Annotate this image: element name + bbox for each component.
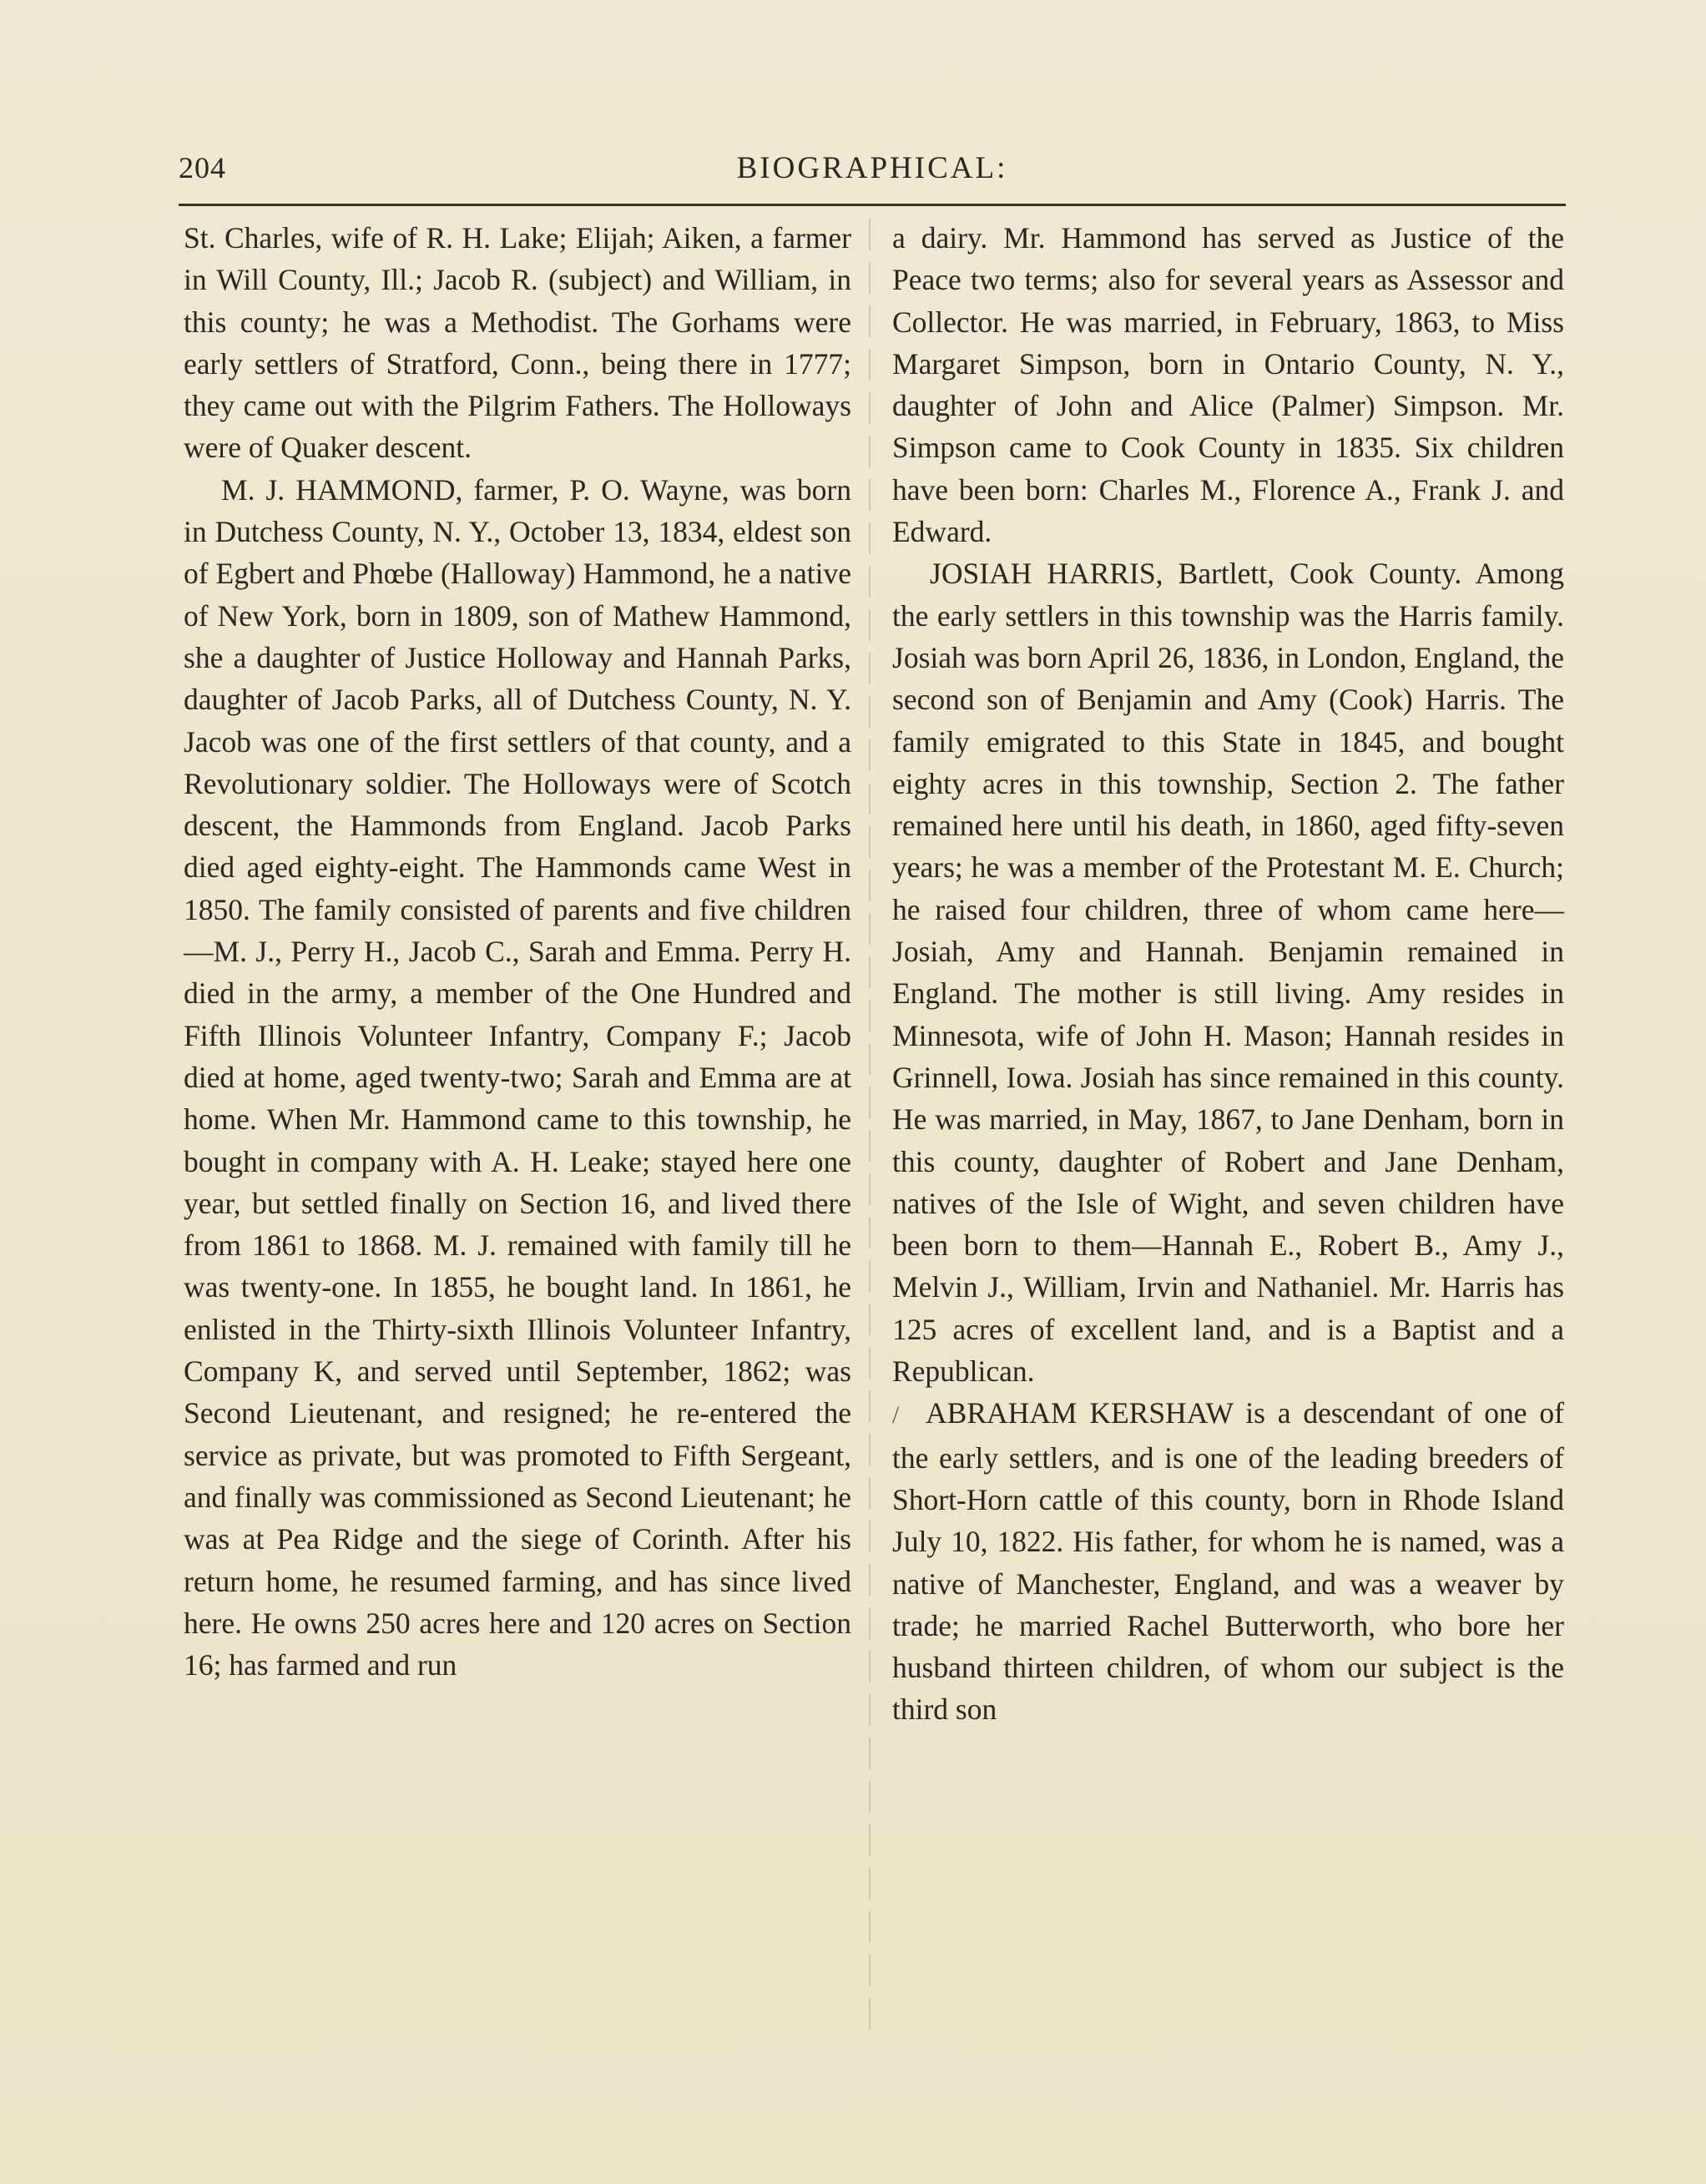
- paragraph-kershaw-text: ABRAHAM KERSHAW is a descendant of one of the early settlers, and is one of the leading breeders of Short-Horn cattle of this county, born in Rhode Island July 10, 1822. His father, for whom he is named, was a native of Manchester, England, and was a weaver by trade; he married Rachel Butterworth, who bore her husband thirteen children, of whom our subject is the third son: [892, 1396, 1564, 1727]
- paragraph-continued: a dairy. Mr. Hammond has served as Justice of the Peace two terms; also for several years as Assessor and Collector. He was married, in February, 1863, to Miss Margaret Simpson, born in Ontario County, N. Y., daughter of John and Alice (Palmer) Simpson. Mr. Simpson came to Cook County in 1835. Six children have been born: Charles M., Florence A., Frank J. and Edward.: [892, 221, 1564, 549]
- paragraph-continued: St. Charles, wife of R. H. Lake; Elijah; Aiken, a farmer in Will County, Ill.; Jacob R. (subject) and William, in this county; he was a Methodist. The Gorhams were early settlers of Stratford, Conn., being there in 1777; they came out with the Pilgrim Fathers. The Holloways were of Quaker descent.: [184, 221, 851, 465]
- left-column: [184, 217, 851, 1686]
- pencil-tick-mark: /: [892, 1401, 900, 1430]
- paragraph-kershaw: [892, 1392, 1564, 1730]
- page-header: [179, 142, 1566, 192]
- running-title: BIOGRAPHICAL:: [736, 151, 1008, 185]
- paragraph-hammond: M. J. HAMMOND, farmer, P. O. Wayne, was born in Dutchess County, N. Y., October 13, 1834, eldest son of Egbert and Phœbe (Halloway) Hammond, he a native of New York, born in 1809, son of Mathew Hammond, she a daughter of Justice Holloway and Hannah Parks, daughter of Jacob Parks, all of Dutchess County, N. Y. Jacob was one of the first settlers of that county, and a Revolutionary soldier. The Holloways were of Scotch descent, the Hammonds from England. Jacob Parks died aged eighty-eight. The Hammonds came West in 1850. The family consisted of parents and five children —M. J., Perry H., Jacob C., Sarah and Emma. Perry H. died in the army, a member of the One Hundred and Fifth Illinois Volunteer Infantry, Company F.; Jacob died at home, aged twenty-two; Sarah and Emma are at home. When Mr. Hammond came to this township, he bought in company with A. H. Leake; stayed here one year, but settled finally on Section 16, and lived there from 1861 to 1868. M. J. remained with family till he was twenty-one. In 1855, he bought land. In 1861, he enlisted in the Thirty-sixth Illinois Volunteer Infantry, Company K, and served until September, 1862; was Second Lieutenant, and resigned; he re-entered the service as private, but was promoted to Fifth Sergeant, and finally was commissioned as Second Lieutenant; he was at Pea Ridge and the siege of Corinth. After his return home, he resumed farming, and has since lived here. He owns 250 acres here and 120 acres on Section 16; has farmed and run: [184, 472, 851, 1682]
- paragraph-harris: JOSIAH HARRIS, Bartlett, Cook County. Among the early settlers in this township was the Harris family. Josiah was born April 26, 1836, in London, England, the second son of Benjamin and Amy (Cook) Harris. The family emigrated to this State in 1845, and bought eighty acres in this township, Section 2. The father remained here until his death, in 1860, aged fifty-seven years; he was a member of the Protestant M. E. Church; he raised four children, three of whom came here—Josiah, Amy and Hannah. Benjamin remained in England. The mother is still living. Amy resides in Minnesota, wife of John H. Mason; Hannah resides in Grinnell, Iowa. Josiah has since remained in this county. He was married, in May, 1867, to Jane Denham, born in this county, daughter of Robert and Jane Denham, natives of the Isle of Wight, and seven children have been born to them—Hannah E., Robert B., Amy J., Melvin J., William, Irvin and Nathaniel. Mr. Harris has 125 acres of excellent land, and is a Baptist and a Republican.: [892, 557, 1564, 1389]
- right-column: [892, 217, 1564, 1731]
- header-rule: [179, 204, 1566, 206]
- page-number: 204: [179, 151, 226, 184]
- column-divider: [869, 219, 871, 2030]
